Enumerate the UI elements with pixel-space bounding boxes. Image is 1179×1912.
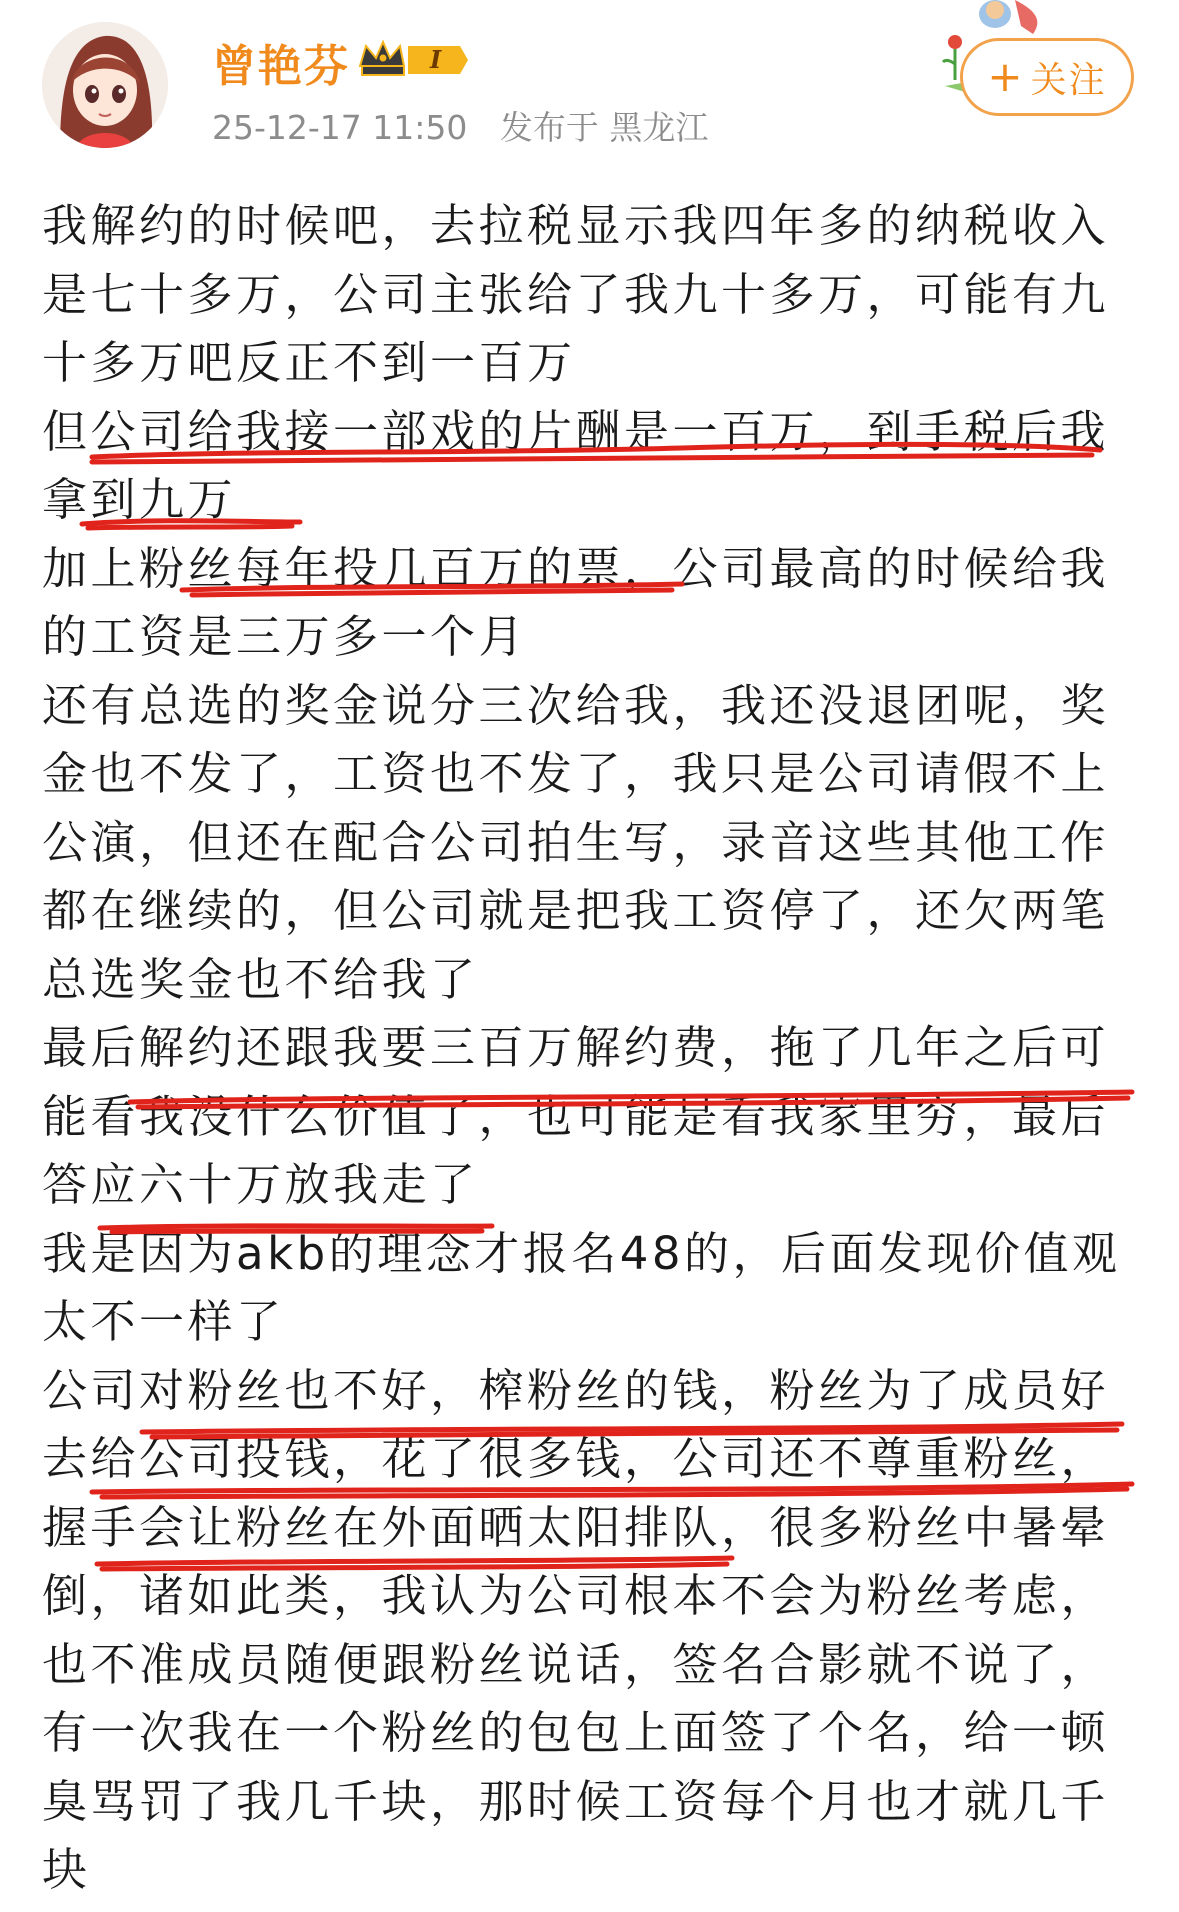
follow-label: 关注 [1030,59,1107,101]
post-line: 握手会让粉丝在外面晒太阳排队，很多粉丝中暑晕 [42,1500,1110,1554]
post-line: 倒，诸如此类，我认为公司根本不会为粉丝考虑， [42,1569,1110,1622]
post-line: 能看我没什么价值了，也可能是看我家里穷，最后 [42,1089,1110,1143]
post-line: 十多万吧反正不到一百万 [42,336,576,389]
avatar[interactable] [42,22,168,148]
post-line: 还有总选的奖金说分三次给我，我还没退团呢，奖 [42,678,1110,732]
post-line: 也不准成员随便跟粉丝说话，签名合影就不说了， [42,1637,1110,1691]
author-name[interactable]: 曾艳芬 [212,41,350,92]
post-line: 都在继续的，但公司就是把我工资停了，还欠两笔 [42,884,1110,937]
post-line: 的工资是三万多一个月 [42,610,528,663]
post-body [42,192,1152,1905]
post-line: 是七十多万，公司主张给了我九十多万，可能有九 [42,267,1110,321]
post-line: 公司对粉丝也不好，榨粉丝的钱，粉丝为了成员好 [42,1363,1110,1417]
post-line: 总选奖金也不给我了 [42,952,479,1006]
post-line: 金也不发了，工资也不发了，我只是公司请假不上 [42,747,1110,800]
post-line: 块 [42,1843,91,1896]
post-meta [212,102,730,149]
post-line: 拿到九万 [42,473,237,526]
post-header [0,0,1179,170]
post-line: 去给公司投钱，花了很多钱，公司还不尊重粉丝， [42,1432,1110,1485]
post-line: 公演，但还在配合公司拍生写，录音这些其他工作 [42,815,1110,869]
follow-button[interactable] [960,38,1134,116]
post-line: 最后解约还跟我要三百万解约费，拖了几年之后可 [42,1021,1110,1074]
post-line: 但公司给我接一部戏的片酬是一百万，到手税后我 [42,404,1110,458]
post-timestamp: 25-12-17 11:50 [212,108,468,147]
post-line: 答应六十万放我走了 [42,1158,479,1211]
post-line: 有一次我在一个粉丝的包包上面签了个名，给一顿 [42,1706,1110,1759]
post-line: 太不一样了 [42,1295,285,1348]
post-line: 我解约的时候吧，去拉税显示我四年多的纳税收入 [42,199,1110,252]
plus-icon: + [987,52,1025,101]
level-badge-text: I [430,45,442,74]
level-badge [356,36,472,84]
post-line: 我是因为akb的理念才报名48的，后面发现价值观 [42,1226,1121,1280]
post-location: 发布于 黑龙江 [499,108,709,147]
post-line: 加上粉丝每年投几百万的票，公司最高的时候给我 [42,541,1110,595]
post-line: 臭骂罚了我几千块，那时候工资每个月也才就几千 [42,1774,1110,1828]
